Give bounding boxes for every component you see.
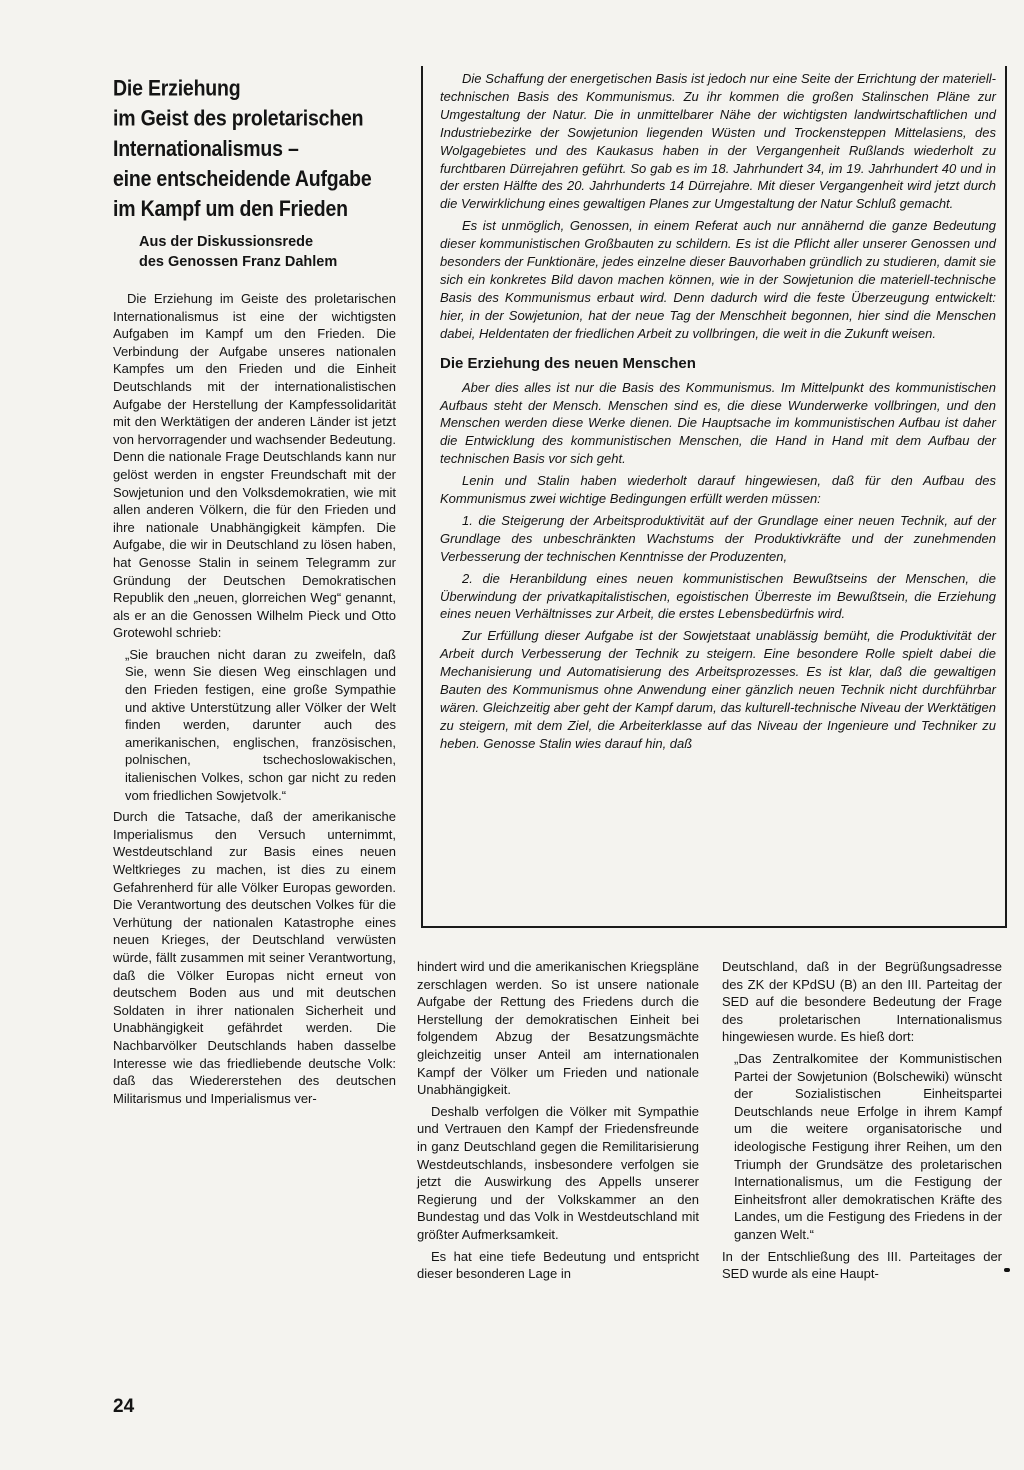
paragraph: Es hat eine tiefe Bedeutung und entspricht dieser besonderen Lage in [417,1248,699,1282]
headline-line: Internationalismus – [113,136,299,162]
article-headline [113,74,403,225]
subheadline-line: Aus der Diskussionsrede [139,234,314,250]
page-number: 24 [113,1396,135,1417]
section-heading: Die Erziehung des neuen Menschen [440,354,696,372]
text-column-left [113,290,396,1111]
ink-mark [1004,1268,1010,1272]
paragraph: Durch die Tatsache, daß der amerikanische Imperialismus den Versuch unternimmt, Westdeutschland zur Basis eines neuen Weltkrieges zu machen, ist dies zu einem Gefahrenherd für alle Völker Europas geworden. Die Verantwortung des deutschen Volkes für die Verhütung der nationalen Katastrophe eines neuen Krieges, der Deutschland verwüsten würde, fällt zusammen mit seiner Verantwortung, daß die Völker Europas nicht erneut von deutschem Boden aus und mit deutschen Soldaten in ihrer nationalen Sicherheit und Unabhängigkeit gefährdet werden. Die Nachbarvölker Deutschlands haben dasselbe Interesse wie das friedliebende deutsche Volk: daß das Wiedererstehen des deutschen Militarismus und Imperialismus ver- [113,809,396,1106]
paragraph: Die Schaffung der energetischen Basis ist jedoch nur eine Seite der Errichtung der materiell-technischen Basis des Kommunismus. Zu ihr kommen die großen Stalinschen Pläne zur Umgestaltung der Natur. Die in unmittelbarer Nähe der wichtigsten landwirtschaftlichen und Industriebezirke der Sowjetunion liegenden Wüsten und Trockensteppen Mittelasiens, des Wolgagebietes und des Kaukasus haben in der Vergangenheit Rußlands wiederholt zu furchtbaren Dürrejahren geführt. So gab es im 18. Jahrhundert 34, im 19. Jahrhundert 40 und in der ersten Hälfte des 20. Jahrhunderts 14 Dürrejahre. Mit dieser Vergangenheit wird jetzt durch die Verwirklichung eines gewaltigen Planes zur Umgestaltung der Natur Schluß gemacht. [440,71,996,212]
paragraph: In der Entschließung des III. Parteitages der SED wurde als eine Haupt- [722,1248,1002,1282]
headline-line: im Kampf um den Frieden [113,197,348,222]
text-column-middle [417,958,699,1287]
paragraph: Lenin und Stalin haben wiederholt darauf hingewiesen, daß für den Aufbau des Kommunismus zwei wichtige Bedingungen erfüllt werden müssen: [440,473,996,507]
headline-line: im Geist des proletarischen [113,106,364,132]
paragraph: Zur Erfüllung dieser Aufgabe ist der Sowjetstaat unablässig bemüht, die Produktivität der Arbeit durch Verbesserung der Technik zu steigern. Eine besondere Rolle spielt dabei die Mechanisierung und Automatisierung des Arbeitsprozesses. Es ist klar, daß die gewaltigen Bauten des Kommunismus ohne Anwendung einer gänzlich neuen Technik nicht durchführbar wären. Gleichzeitig aber geht der Kampf darum, das kulturell-technische Niveau der Werktätigen zu steigern, mit dem Ziel, die Arbeiterklasse auf das Niveau der Ingenieure und Techniker zu heben. Genosse Stalin wies darauf hin, daß [440,628,996,751]
paragraph: Aber dies alles ist nur die Basis des Kommunismus. Im Mittelpunkt des kommunistischen Aufbaus steht der Mensch. Menschen sind es, die diese Wunderwerke vollbringen, und den Menschen werden diese Werke dienen. Die Hauptsache im kommunistischen Aufbau ist daher die Entwicklung des kommunistischen Menschen, die Hand in Hand mit dem Aufbau der technischen Basis vor sich geht. [440,379,996,467]
article-subheadline [139,232,409,272]
central-committee-quote: „Das Zentralkomitee der Kommunistischen Partei der Sowjetunion (Bolschewiki) wünscht der Sozialistischen Einheitspartei Deutschlands neue Erfolge in ihrem Kampf um die weitere organisatorische und ideologische Festigung ihrer Reihen, um den Triumph der Grundsätze des proletarischen Internationalismus, um die Festigung der Einheitsfront aller demokratischen Kräfte des Landes, um die Festigung des Friedens in der ganzen Welt.“ [734,1050,1002,1242]
paragraph: Es ist unmöglich, Genossen, in einem Referat auch nur annähernd die ganze Bedeutung dieser kommunistischen Großbauten zu schildern. Es ist die Pflicht aller unserer Genossen und besonders der Funktionäre, jedes einzelne dieser Bauvorhaben gründlich zu studieren, damit sie sich ein konkretes Bild davon machen können, wie in der Sowjetunion die materiell-technische Basis des Kommunismus erbaut wird. Denn dadurch wird die feste Überzeugung entwickelt: hier, in der Sowjetunion, hat der neue Tag der Menschheit begonnen, hier sind die Menschen dabei, Heldentaten der friedlichen Arbeit zu vollbringen, die weit in die Zukunft weisen. [440,218,996,341]
subheadline-line: des Genossen Franz Dahlem [139,254,338,270]
paragraph: hindert wird und die amerikanischen Kriegspläne zerschlagen werden. So ist unsere nationale Aufgabe der Rettung des Friedens durch die Herstellung der demokratischen Einheit bei folgendem Abzug der Besatzungsmächte gleichzeitig unser Anteil am internationalen Kampf der Völker um Frieden und nationale Unabhängigkeit. [417,959,699,1098]
list-item: 2. die Heranbildung eines neuen kommunistischen Bewußtseins der Menschen, die Überwindung der privatkapitalistischen, egoistischen Überreste im Bewußtsein, die Erziehung eines neuen Verhältnisses zur Arbeit, die erstes Lebensbedürfnis wird. [440,570,996,622]
stalin-quote: „Sie brauchen nicht daran zu zweifeln, daß Sie, wenn Sie diesen Weg einschlagen und den Frieden festigen, eine große Sympathie und aktive Unterstützung aller Völker der Welt finden werden, darunter auch des amerikanischen, englischen, französischen, polnischen, tschechoslowakischen, italienischen Volkes, schon gar nicht zu reden vom friedlichen Sowjetvolk.“ [125,646,396,803]
paragraph: Die Erziehung im Geiste des proletarischen Internationalismus ist eine der wichtigsten Aufgaben im Kampf um den Frieden. Die Verbindung der Aufgabe unseres nationalen Kampfes um den Frieden und die Einheit Deutschlands mit der internationalistischen Aufgabe der Herstellung der Kampfessolidarität mit den Werktätigen der anderen Länder ist jetzt von hervorragender und wachsender Bedeutung. Denn die nationale Frage Deutschlands kann nur gelöst werden in engster Freundschaft mit der Sowjetunion und den Volksdemokratien, wie mit allen anderen Völkern, die für den Frieden und ihre nationale Unabhängigkeit kämpfen. Die Aufgabe, die wir in Deutschland zu lösen haben, hat Genosse Stalin in seinem Telegramm zur Gründung der Deutschen Demokratischen Republik den „neuen, glorreichen Weg“ genannt, als er an die Genossen Wilhelm Pieck und Otto Grotewohl schrieb: [113,291,396,641]
list-item: 1. die Steigerung der Arbeitsproduktivität auf der Grundlage einer neuen Technik, auf der Grundlage des unbeschränkten Wachstums der Produktivkräfte und der zunehmenden Verbesserung der technischen Kenntnisse der Produzenten, [440,512,996,564]
headline-line: Die Erziehung [113,76,241,101]
headline-line: eine entscheidende Aufgabe [113,166,372,192]
paragraph: Deshalb verfolgen die Völker mit Sympathie und Vertrauen den Kampf der Friedensfreunde in ganz Deutschland gegen die Remilitarisierung Westdeutschlands, insbesondere verfolgen sie jetzt die Auswirkung des Appells unserer Regierung und der Volkskammer an den Bundestag und das Volk in Westdeutschland mit größter Aufmerksamkeit. [417,1103,699,1242]
text-column-right [722,958,1002,1287]
boxed-excerpt [440,70,996,757]
paragraph: Deutschland, daß in der Begrüßungsadresse des ZK der KPdSU (B) an den III. Parteitag der SED auf die besondere Bedeutung der Frage des proletarischen Internationalismus hingewiesen wurde. Es hieß dort: [722,959,1002,1045]
